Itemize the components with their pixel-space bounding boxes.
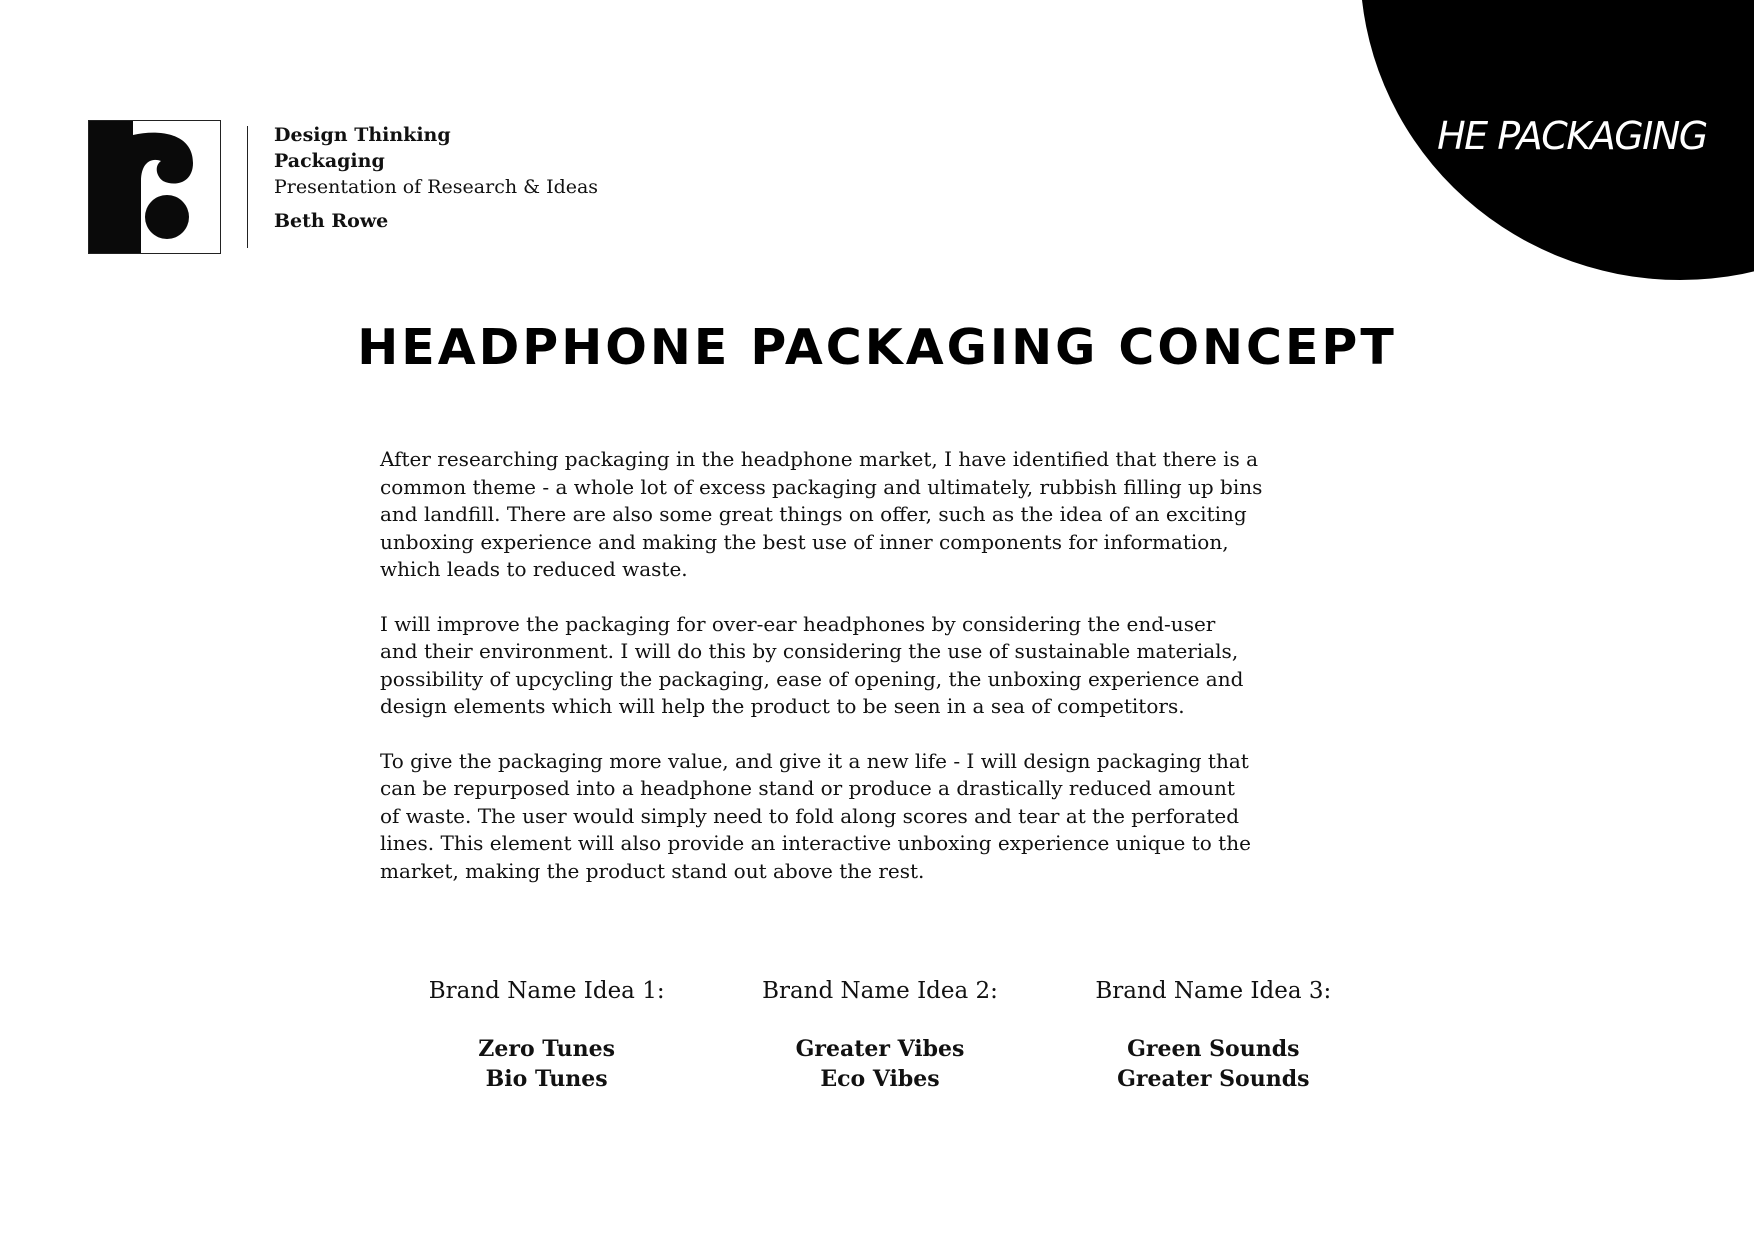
brand-idea-heading: Brand Name Idea 1: — [428, 978, 665, 1004]
section-title-part1: IMPROVING T — [1200, 114, 1438, 158]
brand-idea-1 — [380, 976, 713, 1094]
brand-name: Greater Sounds — [1117, 1066, 1310, 1092]
page-title: HEADPHONE PACKAGING CONCEPT — [357, 319, 1397, 376]
letter-r-logo-icon — [88, 120, 221, 254]
paragraph-research: After researching packaging in the headphone market, I have identified that there is a common theme - a whole lot of excess packaging and ultimately, rubbish filling up bins and landfill. There are also some great things on offer, such as the idea of an exciting unboxing experience and making the best use of inner components for information, which leads to reduced waste. — [380, 447, 1263, 581]
section-title — [1200, 114, 1707, 158]
brand-name: Greater Vibes — [795, 1036, 965, 1062]
brand-idea-3 — [1047, 976, 1380, 1094]
brand-ideas — [380, 976, 1380, 1094]
header-subtitle: Presentation of Research & Ideas — [274, 176, 599, 198]
paragraph-improvement: I will improve the packaging for over-ear headphones by considering the end-user and their environment. I will do this by considering the use of sustainable materials, possibility of upcycling the packaging, ease of opening, the unboxing experience and design elements which will help the product to be seen in a sea of competitors. — [380, 611, 1244, 718]
body-copy — [380, 446, 1380, 912]
section-title-part2: HE PACKAGING — [1437, 114, 1707, 158]
brand-idea-heading: Brand Name Idea 2: — [762, 978, 998, 1004]
course-line-1: Design Thinking — [274, 124, 451, 146]
brand-name: Eco Vibes — [820, 1066, 940, 1092]
brand-name: Zero Tunes — [478, 1036, 616, 1062]
brand-names-list — [380, 1034, 713, 1094]
brand-idea-heading: Brand Name Idea 3: — [1095, 978, 1332, 1004]
brand-names-list — [713, 1034, 1046, 1094]
header-block — [274, 122, 598, 234]
header-divider — [247, 126, 248, 248]
brand-name: Green Sounds — [1127, 1036, 1300, 1062]
brand-name: Bio Tunes — [485, 1066, 608, 1092]
paragraph-value: To give the packaging more value, and give it a new life - I will design packaging that can be repurposed into a headphone stand or produce a drastically reduced amount of waste. The user would simply need to fold along scores and tear at the perforated lines. This element will also provide an interactive unboxing experience unique to the market, making the product stand out above the rest. — [380, 748, 1251, 883]
course-line-2: Packaging — [274, 150, 385, 172]
brand-names-list — [1047, 1034, 1380, 1094]
author-name: Beth Rowe — [274, 210, 389, 232]
brand-idea-2 — [713, 976, 1046, 1094]
